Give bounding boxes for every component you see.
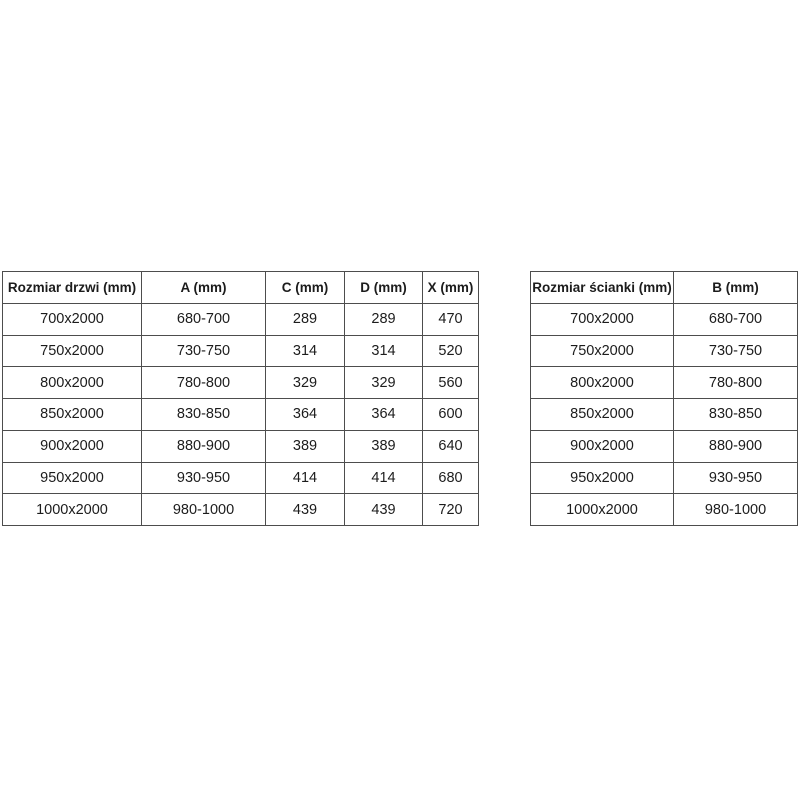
door-table-header <box>3 272 479 304</box>
table-row <box>531 335 798 367</box>
table-cell: 329 <box>266 367 345 399</box>
table-cell: 329 <box>345 367 423 399</box>
table-cell: 289 <box>345 303 423 335</box>
table-row <box>3 430 479 462</box>
wall-table-header <box>531 272 798 304</box>
table-row <box>3 303 479 335</box>
table-row <box>3 462 479 494</box>
table-row <box>531 462 798 494</box>
header-cell: C (mm) <box>266 272 345 304</box>
table-cell: 950x2000 <box>3 462 142 494</box>
door-dimensions-table <box>2 271 479 526</box>
table-cell: 314 <box>266 335 345 367</box>
table-cell: 980-1000 <box>674 494 798 526</box>
table-cell: 950x2000 <box>531 462 674 494</box>
table-cell: 880-900 <box>674 430 798 462</box>
table-cell: 900x2000 <box>3 430 142 462</box>
table-cell: 780-800 <box>674 367 798 399</box>
table-cell: 640 <box>423 430 479 462</box>
table-cell: 439 <box>266 494 345 526</box>
table-cell: 680 <box>423 462 479 494</box>
table-cell: 830-850 <box>142 399 266 431</box>
table-cell: 439 <box>345 494 423 526</box>
table-row <box>531 303 798 335</box>
table-cell: 800x2000 <box>531 367 674 399</box>
table-row <box>3 335 479 367</box>
table-cell: 700x2000 <box>531 303 674 335</box>
table-cell: 560 <box>423 367 479 399</box>
header-row <box>3 272 479 304</box>
header-cell: Rozmiar ścianki (mm) <box>531 272 674 304</box>
table-cell: 470 <box>423 303 479 335</box>
table-cell: 850x2000 <box>531 399 674 431</box>
table-cell: 780-800 <box>142 367 266 399</box>
table-cell: 700x2000 <box>3 303 142 335</box>
header-cell: B (mm) <box>674 272 798 304</box>
table-cell: 800x2000 <box>3 367 142 399</box>
table-cell: 680-700 <box>674 303 798 335</box>
header-cell: Rozmiar drzwi (mm) <box>3 272 142 304</box>
header-row <box>531 272 798 304</box>
table-cell: 980-1000 <box>142 494 266 526</box>
table-row <box>531 430 798 462</box>
table-row <box>3 494 479 526</box>
door-table-body <box>3 303 479 525</box>
header-cell: X (mm) <box>423 272 479 304</box>
table-cell: 730-750 <box>674 335 798 367</box>
table-cell: 750x2000 <box>3 335 142 367</box>
table-cell: 830-850 <box>674 399 798 431</box>
table-cell: 730-750 <box>142 335 266 367</box>
table-row <box>531 494 798 526</box>
table-cell: 364 <box>345 399 423 431</box>
table-cell: 1000x2000 <box>531 494 674 526</box>
wall-dimensions-table <box>530 271 798 526</box>
table-cell: 314 <box>345 335 423 367</box>
header-cell: D (mm) <box>345 272 423 304</box>
table-cell: 414 <box>345 462 423 494</box>
table-cell: 930-950 <box>142 462 266 494</box>
table-cell: 880-900 <box>142 430 266 462</box>
table-cell: 720 <box>423 494 479 526</box>
table-cell: 389 <box>266 430 345 462</box>
table-cell: 680-700 <box>142 303 266 335</box>
wall-table-body <box>531 303 798 525</box>
table-cell: 389 <box>345 430 423 462</box>
table-cell: 414 <box>266 462 345 494</box>
table-cell: 900x2000 <box>531 430 674 462</box>
table-cell: 364 <box>266 399 345 431</box>
table-cell: 750x2000 <box>531 335 674 367</box>
header-cell: A (mm) <box>142 272 266 304</box>
table-row <box>531 367 798 399</box>
table-row <box>531 399 798 431</box>
table-row <box>3 367 479 399</box>
table-cell: 930-950 <box>674 462 798 494</box>
table-cell: 1000x2000 <box>3 494 142 526</box>
table-cell: 600 <box>423 399 479 431</box>
table-cell: 520 <box>423 335 479 367</box>
table-row <box>3 399 479 431</box>
table-cell: 850x2000 <box>3 399 142 431</box>
table-cell: 289 <box>266 303 345 335</box>
